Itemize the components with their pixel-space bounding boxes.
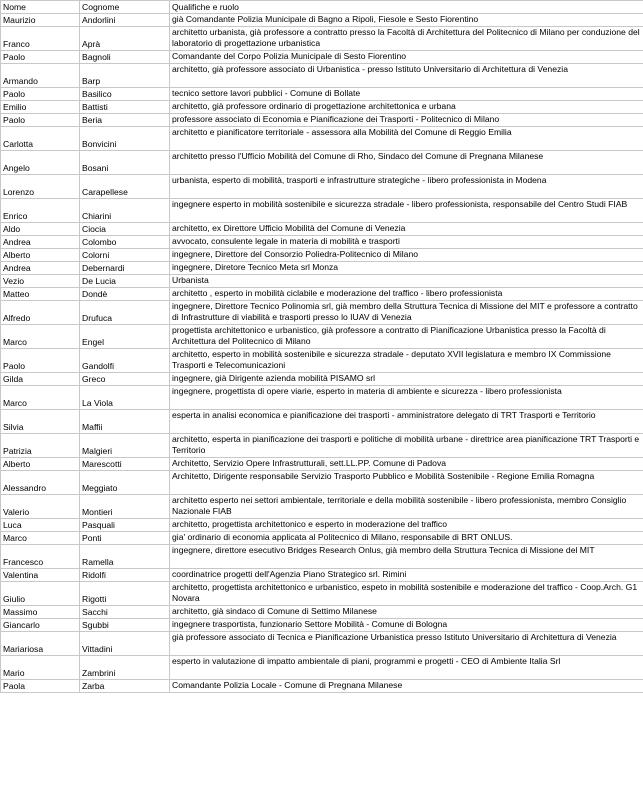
table-row bbox=[1, 64, 643, 88]
cell-cognome: Sacchi bbox=[80, 606, 170, 619]
cell-cognome: Zarba bbox=[80, 680, 170, 693]
cell-cognome: Barp bbox=[80, 64, 170, 88]
cell-cognome: Bagnoli bbox=[80, 51, 170, 64]
cell-nome: Marco bbox=[1, 325, 80, 349]
cell-nome: Francesco bbox=[1, 545, 80, 569]
cell-cognome: Dondè bbox=[80, 288, 170, 301]
cell-cognome: Malgieri bbox=[80, 434, 170, 458]
cell-ruolo: ingegnere, Direttore Tecnico Polinomia srl, già membro della Struttura Tecnica di Missione del MIT e professore a contratto di Infrastrutture di viabilità e trasporti presso lo IUAV di Venezia bbox=[170, 301, 643, 325]
table-row bbox=[1, 569, 643, 582]
cell-ruolo: architetto urbanista, già professore a contratto presso la Facoltà di Architettura del Politecnico di Milano per conduzione del laboratorio di progettazione urbanistica bbox=[170, 27, 643, 51]
cell-nome: Marco bbox=[1, 386, 80, 410]
cell-nome: Franco bbox=[1, 27, 80, 51]
cell-cognome: Colombo bbox=[80, 236, 170, 249]
cell-nome: Paolo bbox=[1, 51, 80, 64]
cell-ruolo: esperto in valutazione di impatto ambientale di piani, programmi e progetti - CEO di Ambiente Italia Srl bbox=[170, 656, 643, 680]
cell-nome: Alessandro bbox=[1, 471, 80, 495]
cell-ruolo: architetto, progettista architettonico e esperto in moderazione del traffico bbox=[170, 519, 643, 532]
table-row bbox=[1, 632, 643, 656]
cell-ruolo: ingegnere trasportista, funzionario Settore Mobilità - Comune di Bologna bbox=[170, 619, 643, 632]
table-row bbox=[1, 27, 643, 51]
cell-ruolo: architetto, già professore associato di Urbanistica - presso Istituto Universitario di Architettura di Venezia bbox=[170, 64, 643, 88]
cell-cognome: Ramella bbox=[80, 545, 170, 569]
table-row bbox=[1, 386, 643, 410]
cell-cognome: Aprà bbox=[80, 27, 170, 51]
cell-ruolo: già professore associato di Tecnica e Pianificazione Urbanistica presso Istituto Universitario di Architettura di Venezia bbox=[170, 632, 643, 656]
cell-ruolo: già Comandante Polizia Municipale di Bagno a Ripoli, Fiesole e Sesto Fiorentino bbox=[170, 14, 643, 27]
cell-ruolo: ingegnere esperto in mobilità sostenibile e sicurezza stradale - libero professionista, responsabile del Centro Studi FIAB bbox=[170, 199, 643, 223]
table-row bbox=[1, 175, 643, 199]
table-row bbox=[1, 262, 643, 275]
cell-cognome: Battisti bbox=[80, 101, 170, 114]
cell-ruolo: ingegnere, Diretore Tecnico Meta srl Monza bbox=[170, 262, 643, 275]
cell-nome: Alberto bbox=[1, 249, 80, 262]
cell-ruolo: architetto presso l'Ufficio Mobilità del Comune di Rho, Sindaco del Comune di Pregnana Milanese bbox=[170, 151, 643, 175]
cell-nome: Valerio bbox=[1, 495, 80, 519]
table-row bbox=[1, 275, 643, 288]
cell-cognome: Montieri bbox=[80, 495, 170, 519]
cell-nome: Giulio bbox=[1, 582, 80, 606]
table-row bbox=[1, 14, 643, 27]
cell-cognome: Colorni bbox=[80, 249, 170, 262]
cell-ruolo: architetto, già sindaco di Comune di Settimo Milanese bbox=[170, 606, 643, 619]
cell-nome: Enrico bbox=[1, 199, 80, 223]
cell-ruolo: Architetto, Dirigente responsabile Servizio Trasporto Pubblico e Mobilità Sostenibile - Regione Emilia Romagna bbox=[170, 471, 643, 495]
cell-cognome: Meggiato bbox=[80, 471, 170, 495]
cell-ruolo: avvocato, consulente legale in materia di mobilità e trasporti bbox=[170, 236, 643, 249]
table-row bbox=[1, 236, 643, 249]
table-row bbox=[1, 101, 643, 114]
cell-nome: Silvia bbox=[1, 410, 80, 434]
cell-nome: Patrizia bbox=[1, 434, 80, 458]
cell-ruolo: architetto e pianificatore territoriale - assessora alla Mobilità del Comune di Reggio Emilia bbox=[170, 127, 643, 151]
cell-ruolo: architetto, esperta in pianificazione dei trasporti e politiche di mobilità urbane - direttrice area pianificazione TRT Trasporti e Territorio bbox=[170, 434, 643, 458]
cell-cognome: Basilico bbox=[80, 88, 170, 101]
table-row bbox=[1, 88, 643, 101]
header-row bbox=[1, 1, 643, 14]
cell-cognome: Carapellese bbox=[80, 175, 170, 199]
cell-ruolo: esperta in analisi economica e pianificazione dei trasporti - amministratore delegato di TRT Trasporti e Territorio bbox=[170, 410, 643, 434]
cell-nome: Giancarlo bbox=[1, 619, 80, 632]
cell-cognome: Gandolfi bbox=[80, 349, 170, 373]
table-row bbox=[1, 373, 643, 386]
cell-cognome: Zambrini bbox=[80, 656, 170, 680]
cell-cognome: Ridolfi bbox=[80, 569, 170, 582]
cell-ruolo: progettista architettonico e urbanistico, già professore a contratto di Pianificazione Urbanistica presso la Facoltà di Architettura del Politecnico di Milano bbox=[170, 325, 643, 349]
table-row bbox=[1, 325, 643, 349]
cell-cognome: La Viola bbox=[80, 386, 170, 410]
cell-cognome: Beria bbox=[80, 114, 170, 127]
cell-ruolo: urbanista, esperto di mobilità, trasporti e infrastrutture strategiche - libero professionista in Modena bbox=[170, 175, 643, 199]
table-row bbox=[1, 51, 643, 64]
cell-nome: Lorenzo bbox=[1, 175, 80, 199]
table-row bbox=[1, 410, 643, 434]
cell-cognome: Vittadini bbox=[80, 632, 170, 656]
table-row bbox=[1, 249, 643, 262]
cell-cognome: De Lucia bbox=[80, 275, 170, 288]
cell-ruolo: coordinatrice progetti dell'Agenzia Piano Strategico srl. Rimini bbox=[170, 569, 643, 582]
cell-cognome: Bosani bbox=[80, 151, 170, 175]
cell-cognome: Maffii bbox=[80, 410, 170, 434]
cell-nome: Valentina bbox=[1, 569, 80, 582]
table-row bbox=[1, 223, 643, 236]
cell-nome: Armando bbox=[1, 64, 80, 88]
cell-cognome: Chiarini bbox=[80, 199, 170, 223]
cell-ruolo: ingegnere, direttore esecutivo Bridges Research Onlus, già membro della Struttura Tecnica di Missione del MIT bbox=[170, 545, 643, 569]
table-row bbox=[1, 458, 643, 471]
cell-nome: Paolo bbox=[1, 349, 80, 373]
cell-ruolo: ingegnere, progettista di opere viarie, esperto in materia di ambiente e sicurezza - libero professionista bbox=[170, 386, 643, 410]
cell-cognome: Ponti bbox=[80, 532, 170, 545]
cell-ruolo: Urbanista bbox=[170, 275, 643, 288]
cell-ruolo: architetto, esperto in mobilità sostenibile e sicurezza stradale - deputato XVII legislatura e membro IX Commissione Trasporti e Telecomunicazioni bbox=[170, 349, 643, 373]
cell-nome: Aldo bbox=[1, 223, 80, 236]
table-row bbox=[1, 532, 643, 545]
table-row bbox=[1, 288, 643, 301]
cell-ruolo: Comandante Polizia Locale - Comune di Pregnana Milanese bbox=[170, 680, 643, 693]
table-row bbox=[1, 199, 643, 223]
cell-nome: Paolo bbox=[1, 114, 80, 127]
cell-cognome: Debernardi bbox=[80, 262, 170, 275]
cell-nome: Gilda bbox=[1, 373, 80, 386]
table-body bbox=[1, 14, 643, 693]
table-row bbox=[1, 495, 643, 519]
cell-ruolo: professore associato di Economia e Pianificazione dei Trasporti - Politecnico di Milano bbox=[170, 114, 643, 127]
table-row bbox=[1, 680, 643, 693]
cell-nome: Angelo bbox=[1, 151, 80, 175]
cell-cognome: Sgubbi bbox=[80, 619, 170, 632]
cell-nome: Mario bbox=[1, 656, 80, 680]
header-qualifiche: Qualifiche e ruolo bbox=[170, 1, 643, 14]
table-row bbox=[1, 114, 643, 127]
table-row bbox=[1, 606, 643, 619]
cell-ruolo: architetto esperto nei settori ambientale, territoriale e della mobilità sostenibile - libero professionista, membro Consiglio Nazionale FIAB bbox=[170, 495, 643, 519]
cell-ruolo: ingegnere, già Dirigente azienda mobilità PISAMO srl bbox=[170, 373, 643, 386]
cell-ruolo: gia' ordinario di economia applicata al Politecnico di Milano, responsabile di BRT ONLUS. bbox=[170, 532, 643, 545]
table-row bbox=[1, 619, 643, 632]
cell-nome: Alfredo bbox=[1, 301, 80, 325]
cell-nome: Maurizio bbox=[1, 14, 80, 27]
header-cognome: Cognome bbox=[80, 1, 170, 14]
table-row bbox=[1, 301, 643, 325]
cell-cognome: Andorlini bbox=[80, 14, 170, 27]
table-row bbox=[1, 519, 643, 532]
table-row bbox=[1, 471, 643, 495]
cell-nome: Andrea bbox=[1, 262, 80, 275]
header-nome: Nome bbox=[1, 1, 80, 14]
table-row bbox=[1, 349, 643, 373]
cell-nome: Paola bbox=[1, 680, 80, 693]
table-row bbox=[1, 151, 643, 175]
cell-ruolo: architetto, progettista architettonico e urbanistico, espeto in mobilità sostenibile e moderazione del traffico - Coop.Arch. G1 Novara bbox=[170, 582, 643, 606]
cell-nome: Alberto bbox=[1, 458, 80, 471]
cell-ruolo: architetto, già professore ordinario di progettazione architettonica e urbana bbox=[170, 101, 643, 114]
cell-nome: Paolo bbox=[1, 88, 80, 101]
cell-cognome: Ciocia bbox=[80, 223, 170, 236]
cell-cognome: Pasquali bbox=[80, 519, 170, 532]
cell-nome: Emilio bbox=[1, 101, 80, 114]
cell-ruolo: Architetto, Servizio Opere Infrastrutturali, sett.LL.PP. Comune di Padova bbox=[170, 458, 643, 471]
cell-cognome: Bonvicini bbox=[80, 127, 170, 151]
cell-nome: Luca bbox=[1, 519, 80, 532]
cell-cognome: Engel bbox=[80, 325, 170, 349]
table-row bbox=[1, 545, 643, 569]
cell-nome: Carlotta bbox=[1, 127, 80, 151]
cell-cognome: Greco bbox=[80, 373, 170, 386]
cell-ruolo: architetto , esperto in mobilità ciclabile e moderazione del traffico - libero professionista bbox=[170, 288, 643, 301]
cell-ruolo: tecnico settore lavori pubblici - Comune di Bollate bbox=[170, 88, 643, 101]
table-row bbox=[1, 127, 643, 151]
cell-ruolo: architetto, ex Direttore Ufficio Mobilità del Comune di Venezia bbox=[170, 223, 643, 236]
cell-cognome: Marescotti bbox=[80, 458, 170, 471]
cell-nome: Marco bbox=[1, 532, 80, 545]
cell-ruolo: Comandante del Corpo Polizia Municipale di Sesto Fiorentino bbox=[170, 51, 643, 64]
cell-nome: Matteo bbox=[1, 288, 80, 301]
table-row bbox=[1, 582, 643, 606]
table-row bbox=[1, 434, 643, 458]
cell-cognome: Drufuca bbox=[80, 301, 170, 325]
cell-nome: Vezio bbox=[1, 275, 80, 288]
cell-nome: Andrea bbox=[1, 236, 80, 249]
cell-nome: Mariariosa bbox=[1, 632, 80, 656]
cell-ruolo: ingegnere, Direttore del Consorzio Poliedra-Politecnico di Milano bbox=[170, 249, 643, 262]
cell-cognome: Rigotti bbox=[80, 582, 170, 606]
table-row bbox=[1, 656, 643, 680]
cell-nome: Massimo bbox=[1, 606, 80, 619]
